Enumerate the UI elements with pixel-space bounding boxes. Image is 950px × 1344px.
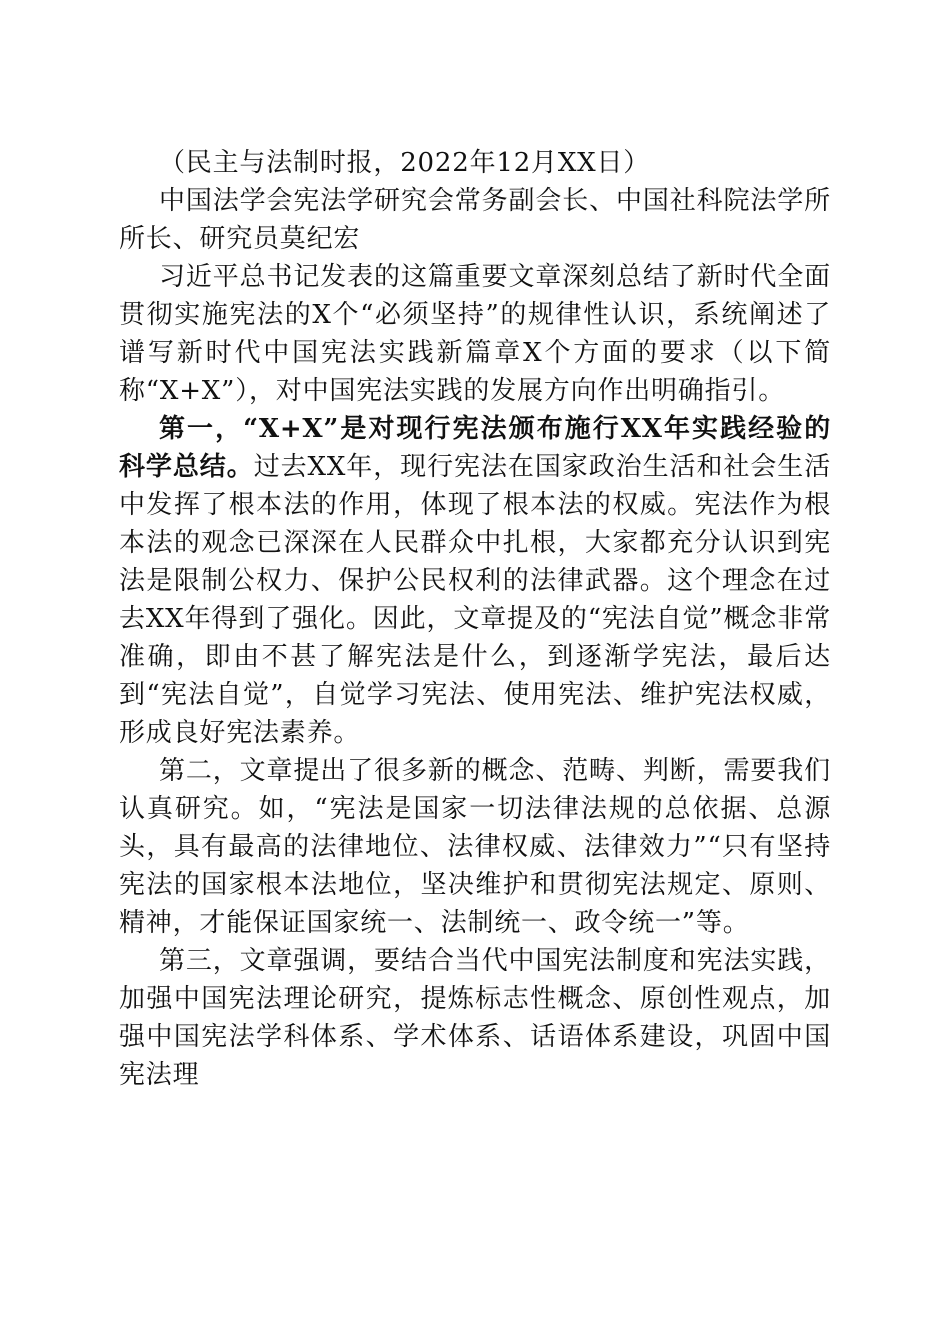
point-one-lead: 第一，“X+X”是对现行宪法颁布施行XX年实践经验的科学总结。: [119, 414, 831, 482]
author-line: 中国法学会宪法学研究会常务副会长、中国社科院法学所所长、研究员莫纪宏: [119, 186, 831, 254]
point-one-paragraph: [119, 410, 831, 752]
intro-paragraph: 习近平总书记发表的这篇重要文章深刻总结了新时代全面贯彻实施宪法的X个“必须坚持”的规律性认识，系统阐述了谱写新时代中国宪法实践新篇章X个方面的要求（以下简称“X+X”），对中国宪法实践的发展方向作出明确指引。: [119, 262, 831, 406]
point-two-paragraph: 第二，文章提出了很多新的概念、范畴、判断，需要我们认真研究。如，“宪法是国家一切法律法规的总依据、总源头，具有最高的法律地位、法律权威、法律效力”“只有坚持宪法的国家根本法地位，坚决维护和贯彻宪法规定、原则、精神，才能保证国家统一、法制统一、政令统一”等。: [119, 756, 831, 938]
document-body: [119, 144, 831, 1094]
point-three-paragraph: 第三，文章强调，要结合当代中国宪法制度和宪法实践，加强中国宪法理论研究，提炼标志性概念、原创性观点，加强中国宪法学科体系、学术体系、话语体系建设，巩固中国宪法理: [119, 946, 831, 1090]
point-one-body: 过去XX年，现行宪法在国家政治生活和社会生活中发挥了根本法的作用，体现了根本法的权威。宪法作为根本法的观念已深深在人民群众中扎根，大家都充分认识到宪法是限制公权力、保护公民权利的法律武器。这个理念在过去XX年得到了强化。因此，文章提及的“宪法自觉”概念非常准确，即由不甚了解宪法是什么，到逐渐学宪法，最后达到“宪法自觉”，自觉学习宪法、使用宪法、维护宪法权威，形成良好宪法素养。: [119, 452, 831, 748]
source-line: （民主与法制时报，2022年12月XX日）: [159, 148, 651, 178]
